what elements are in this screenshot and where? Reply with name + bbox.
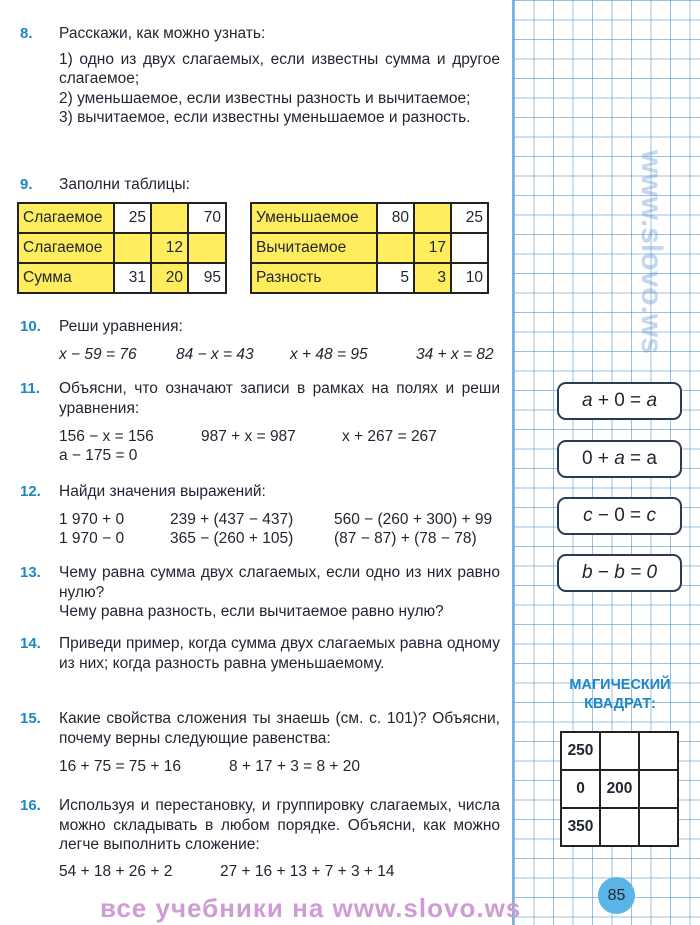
expression: 239 + (437 − 437): [170, 511, 294, 528]
table-cell: 5: [377, 263, 414, 293]
table-cell: 12: [151, 233, 188, 263]
magic-cell: [639, 770, 678, 808]
expression: 27 + 16 + 13 + 7 + 3 + 14: [220, 863, 395, 880]
task-15: [20, 709, 500, 748]
task-number: 13.: [20, 564, 41, 581]
table-cell: [188, 233, 226, 263]
expression: 365 − (260 + 105): [170, 530, 294, 547]
task-line: 3) вычитаемое, если известны уменьшаемое и разность.: [59, 109, 471, 126]
equation: a − 175 = 0: [59, 447, 138, 464]
magic-cell: [639, 732, 678, 770]
task-text: Реши уравнения:: [59, 318, 183, 335]
equation: 84 − x = 43: [176, 346, 254, 363]
table-cell: [451, 233, 488, 263]
magic-cell: [639, 808, 678, 846]
magic-square: [560, 731, 679, 847]
table-cell: Сумма: [18, 263, 114, 293]
expression: (87 − 87) + (78 − 78): [334, 530, 477, 547]
task-11: [20, 379, 500, 418]
task-9: [20, 175, 500, 195]
task-14: [20, 634, 500, 673]
difference-table: [250, 202, 489, 294]
table-cell: 95: [188, 263, 226, 293]
rule-part: 0 +: [581, 448, 615, 469]
task-8: [20, 24, 500, 128]
equation: 34 + x = 82: [416, 346, 494, 363]
rule-part: c: [583, 505, 593, 526]
task-text: Объясни, что означают записи в рамках на полях и реши уравнения:: [59, 380, 500, 417]
task-number: 16.: [20, 797, 41, 814]
equation: x − 59 = 76: [59, 346, 137, 363]
watermark: все учебники на www.slovo.ws: [100, 893, 522, 923]
rule-part: c: [646, 505, 656, 526]
table-cell: Разность: [251, 263, 377, 293]
table-cell: 80: [377, 203, 414, 233]
table-cell: [414, 203, 451, 233]
rule-box: [557, 554, 682, 592]
equation: 8 + 17 + 3 = 8 + 20: [229, 758, 361, 775]
magic-cell: 250: [561, 732, 600, 770]
task-line: 2) уменьшаемое, если известны разность и вычитаемое;: [59, 89, 471, 107]
task-10: [20, 317, 500, 337]
rule-part: a: [646, 390, 658, 411]
table-cell: [151, 203, 188, 233]
sum-table: [17, 202, 227, 294]
task-line: Расскажи, как можно узнать:: [59, 25, 266, 42]
expression: 1 970 − 0: [59, 530, 125, 547]
equation: 987 + x = 987: [201, 428, 296, 445]
task-number: 10.: [20, 318, 41, 335]
table-cell: 3: [414, 263, 451, 293]
magic-cell: 0: [561, 770, 600, 808]
task-text: Используя и перестановку, и группировку слагаемых, числа можно складывать в любом порядке. Объясни, как можно легче выполнить сложение:: [59, 797, 500, 853]
task-number: 11.: [20, 380, 41, 397]
rule-box: [557, 497, 682, 535]
table-cell: 17: [414, 233, 451, 263]
task-number: 9.: [20, 176, 33, 193]
task-16: [20, 796, 500, 855]
rule-part: a: [614, 448, 625, 469]
magic-cell: [600, 732, 639, 770]
table-cell: [377, 233, 414, 263]
rule-part: −: [592, 562, 615, 583]
rule-part: b: [581, 562, 593, 583]
rule-part: + 0 =: [592, 390, 647, 411]
task-text: Чему равна сумма двух слагаемых, если одно из них равно нулю?: [59, 564, 500, 601]
task-text: Какие свойства сложения ты знаешь (см. с. 101)? Объясни, почему верны следующие равенства:: [59, 710, 500, 747]
rule-box: [557, 382, 682, 420]
magic-cell: [600, 808, 639, 846]
task-number: 12.: [20, 483, 41, 500]
task-text: Приведи пример, когда сумма двух слагаемых равна одному из них; когда разность равна уменьшаемому.: [59, 635, 500, 672]
table-cell: 25: [114, 203, 151, 233]
task-13: [20, 563, 500, 622]
page-number: 85: [598, 877, 635, 914]
expression: 54 + 18 + 26 + 2: [59, 863, 173, 880]
rule-part: a: [581, 390, 593, 411]
equation: 16 + 75 = 75 + 16: [59, 758, 181, 775]
table-cell: 25: [451, 203, 488, 233]
equation: 156 − x = 156: [59, 428, 154, 445]
task-text: Заполни таблицы:: [59, 176, 190, 193]
table-cell: 70: [188, 203, 226, 233]
magic-cell: 200: [600, 770, 639, 808]
table-cell: Уменьшаемое: [251, 203, 377, 233]
table-cell: Вычитаемое: [251, 233, 377, 263]
expression: 560 − (260 + 300) + 99: [334, 511, 493, 528]
rule-part: = a: [624, 448, 658, 469]
magic-cell: 350: [561, 808, 600, 846]
table-cell: Слагаемое: [18, 203, 114, 233]
equation: x + 48 = 95: [290, 346, 368, 363]
task-12: [20, 482, 500, 502]
rule-part: b = 0: [614, 562, 658, 583]
table-cell: 20: [151, 263, 188, 293]
magic-square-title: МАГИЧЕСКИЙ КВАДРАТ:: [569, 677, 671, 712]
table-cell: [114, 233, 151, 263]
task-number: 15.: [20, 710, 41, 727]
task-line: 1) одно из двух слагаемых, если известны сумма и другое слагаемое;: [59, 50, 500, 87]
table-cell: 31: [114, 263, 151, 293]
task-text: Чему равна разность, если вычитаемое равно нулю?: [59, 603, 444, 620]
task-text: Найди значения выражений:: [59, 483, 266, 500]
rule-part: − 0 =: [592, 505, 647, 526]
expression: 1 970 + 0: [59, 511, 125, 528]
task-number: 14.: [20, 635, 41, 652]
equation: x + 267 = 267: [342, 428, 437, 445]
rule-box: [557, 440, 682, 478]
table-cell: Слагаемое: [18, 233, 114, 263]
task-number: 8.: [20, 25, 33, 42]
vertical-watermark: www.slovo.ws: [635, 150, 668, 354]
table-cell: 10: [451, 263, 488, 293]
